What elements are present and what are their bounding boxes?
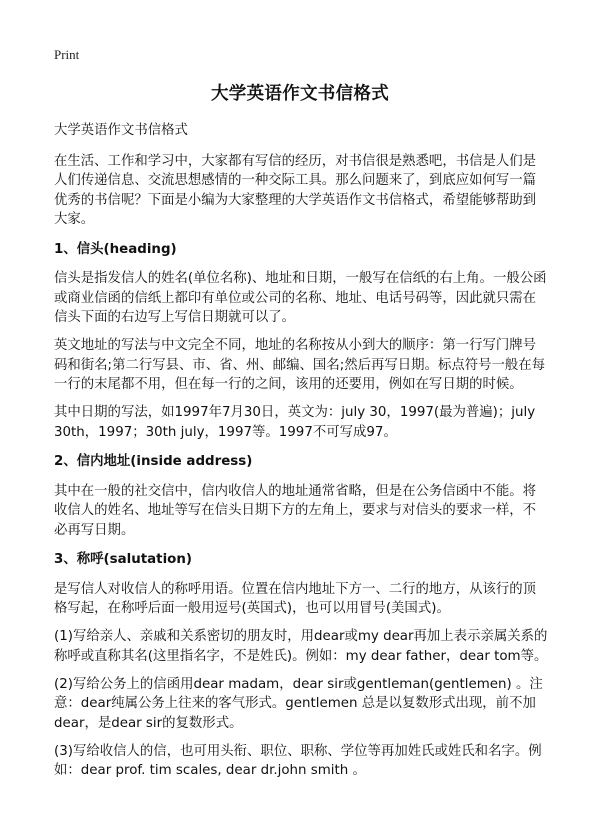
section-3-paragraph-3: (2)写给公务上的信函用dear madam，dear sir或gentleman(gentlemen) 。注意：dear纯属公务上往来的客气形式。gentlemen 总是以复数形式出现，前不加dear，是dear sir的复数形式。 [54,676,543,731]
page-title: 大学英语作文书信格式 [211,84,389,104]
section-3-paragraph-1: 是写信人对收信人的称呼用语。位置在信内地址下方一、二行的地方，从该行的顶格写起，在称呼后面一般用逗号(英国式)，也可以用冒号(美国式)。 [54,581,537,616]
section-1-paragraph-3: 其中日期的写法，如1997年7月30日，英文为：july 30，1997(最为普遍)；july 30th，1997；30th july，1997等。1997不可写成97。 [54,405,536,440]
section-2-paragraph-1: 其中在一般的社交信中，信内收信人的地址通常省略，但是在公务信函中不能。将收信人的姓名、地址等写在信头日期下方的左角上，要求与对信头的要求一样，不必再写日期。 [54,483,537,538]
section-heading-heading: 1、信头(heading) [54,241,177,257]
section-1-paragraph-2: 英文地址的写法与中文完全不同，地址的名称按从小到大的顺序：第一行写门牌号码和街名;第二行写县、市、省、州、邮编、国名;然后再写日期。标点符号一般在每一行的末尾都不用，但在每一行的之间，该用的还要用，例如在写日期的时候。 [54,338,546,392]
intro-paragraph: 在生活、工作和学习中，大家都有写信的经历，对书信很是熟悉吧，书信是人们是人们传递信息、交流思想感情的一种交际工具。那么问题来了，到底应如何写一篇优秀的书信呢？下面是小编为大家整理的大学英语作文书信格式，希望能够帮助到大家。 [54,153,537,227]
article-body [54,121,548,789]
section-3-paragraph-2: (1)写给亲人、亲戚和关系密切的朋友时，用dear或my dear再加上表示亲属关系的称呼或直称其名(这里指名字，不是姓氏)。例如：my dear father，dear tom等。 [54,629,548,664]
section-1-paragraph-1: 信头是指发信人的姓名(单位名称)、地址和日期，一般写在信纸的右上角。一般公函或商业信函的信纸上都印有单位或公司的名称、地址、电话号码等，因此就只需在信头下面的右边写上写信日期就可以了。 [54,271,547,325]
section-heading-salutation: 3、称呼(salutation) [54,552,193,567]
print-link[interactable]: Print [54,47,80,62]
section-3-paragraph-4: (3)写给收信人的信，也可用头衔、职位、职称、学位等再加姓氏或姓氏和名字。例如：dear prof. tim scales, dear dr.john smith 。 [54,743,542,778]
article-subtitle: 大学英语作文书信格式 [54,123,188,138]
section-heading-inside-address: 2、信内地址(inside address) [54,454,253,469]
